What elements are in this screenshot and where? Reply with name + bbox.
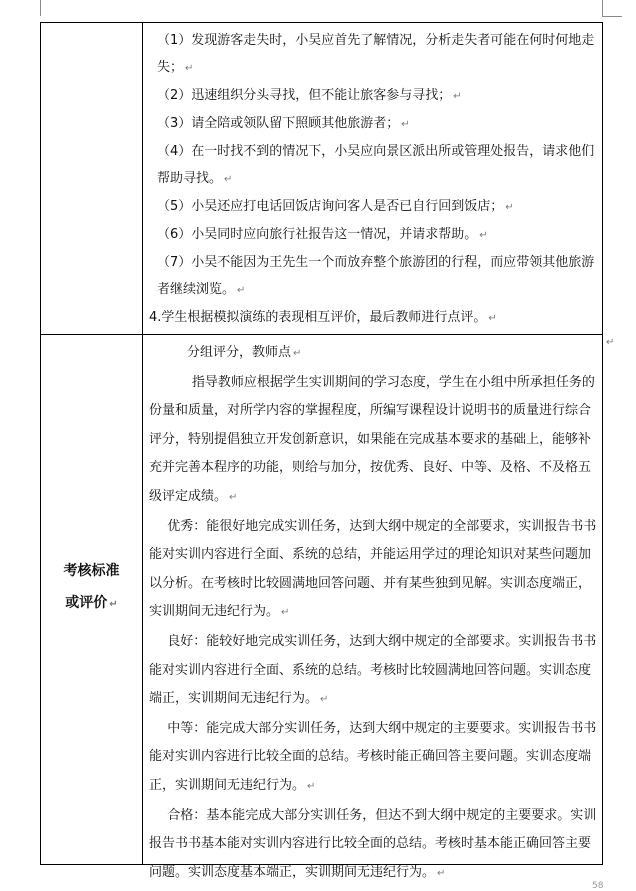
column-divider [142,23,143,864]
steps-cell [149,27,600,332]
return-mark-icon: ↵ [224,174,233,185]
return-mark-icon: ↵ [237,285,246,296]
grade-excellent: 优秀：能很好地完成实训任务，达到大纲中规定的全部要求，实训报告书书能对实训内容进行全面、系统的总结，并能运用学过的理论知识对某些问题加以分析。在考核时比较圆满地回答问题、并有某些独到见解。实训态度端正，实训期间无违纪行为。 ↵ [149,518,597,620]
criteria-label-line1: 考核标准 [63,563,120,579]
return-mark-icon: ↵ [401,119,410,130]
step-line: （4）在一时找不到的情况下，小吴应向景区派出所或管理处报告，请求他们帮助寻找。 ↵ [157,144,595,186]
step-line: （3）请全陪或领队留下照顾其他旅游者； ↵ [157,116,410,131]
page-number: 58 [592,881,604,891]
criteria-intro: 指导教师应根据学生实训期间的学习态度，学生在小组中所承担任务的份量和质量，对所学内容的掌握程度，所编写课程设计说明书的质量进行综合评分，特别提倡独立开发创新意识，如果能在完成基本要求的基础上，能够补充并完善本程序的功能，则给与加分，按优秀、良好、中等、及格、不及格五级评定成绩。 ↵ [149,374,595,504]
step-line: 4.学生根据模拟演练的表现相互评价，最后教师进行点评。 ↵ [149,310,497,325]
criteria-heading: 分组评分，教师点 ↵ [187,345,302,360]
return-mark-icon: ↵ [505,202,514,213]
criteria-label [41,555,142,621]
grade-good: 良好：能较好地完成实训任务，达到大纲中规定的全部要求。实训报告书书能对实训内容进行全面、系统的总结。考核时比较圆满地回答问题。实训态度端正，实训期间无违纪行为。 ↵ [149,633,597,707]
criteria-label-line2: 或评价 ↵ [65,595,118,611]
return-mark-icon: ↵ [185,63,194,74]
step-line: （5）小吴还应打电话回饭店询问客人是否已自行回到饭店； ↵ [157,199,514,214]
crop-mark-top-right-horizontal [602,16,622,17]
return-mark-icon: ↵ [281,607,290,619]
row-end-mark-icon: ↵ [606,337,615,348]
step-line: （2）迅速组织分头寻找，但不能让旅客参与寻找； ↵ [157,88,462,103]
return-mark-icon: ↵ [479,230,488,241]
grade-pass: 合格：基本能完成大部分实训任务，但达不到大纲中规定的主要要求。实训报告书书基本能对实训内容进行比较全面的总结。考核时基本能正确回答主要问题。实训态度基本端正，实训期间无违纪行为。 ↵ [149,807,597,880]
step-line: （6）小吴同时应向旅行社报告这一情况，并请求帮助。 ↵ [157,227,488,242]
return-mark-icon: ↵ [320,694,329,706]
return-mark-icon: ↵ [453,91,462,102]
crop-mark-top-left [40,0,41,16]
step-line: （1）发现游客走失时，小吴应首先了解情况，分析走失者可能在何时何地走失； ↵ [157,33,595,75]
content-table [40,22,603,880]
return-mark-icon: ↵ [293,348,302,359]
return-mark-icon: ↵ [229,491,238,503]
criteria-cell [149,339,600,888]
step-line: （7）小吴不能因为王先生一个而放弃整个旅游团的行程，而应带领其他旅游者继续浏览。 ↵ [157,255,595,297]
grade-medium: 中等：能完成大部分实训任务，达到大纲中规定的主要要求。实训报告书书能对实训内容进行比较全面的总结。考核时能正确回答主要问题。实训态度端正，实训期间无违纪行为。 ↵ [149,720,597,793]
crop-mark-top-right [602,0,603,16]
return-mark-icon: ↵ [437,867,446,879]
return-mark-icon: ↵ [307,780,316,792]
row-divider [41,334,602,335]
return-mark-icon: ↵ [488,313,497,324]
return-mark-icon: ↵ [109,599,118,610]
